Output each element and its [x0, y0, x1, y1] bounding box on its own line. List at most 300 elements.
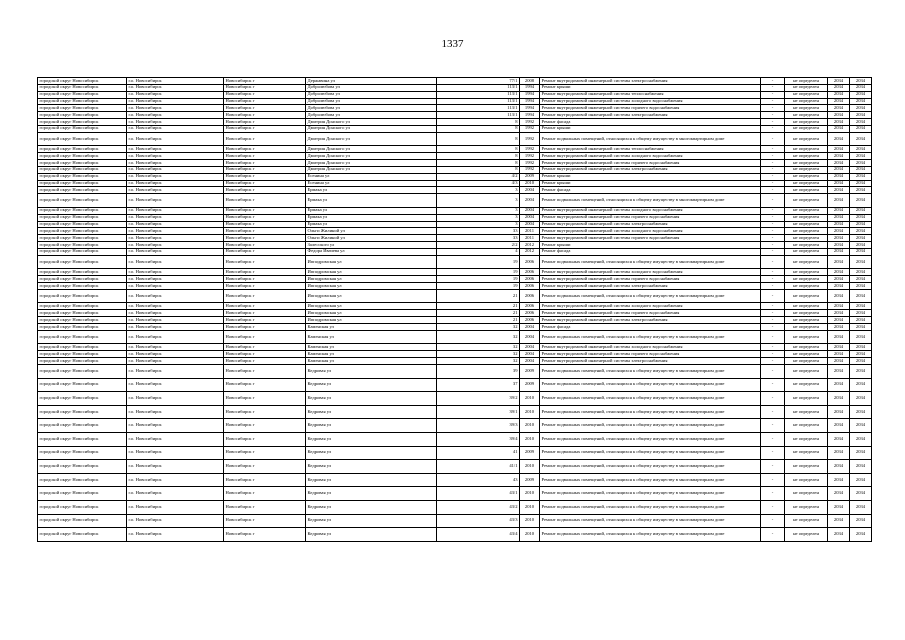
table-row — [38, 283, 872, 290]
street-cell: Кедровая ул — [306, 473, 437, 487]
table-row — [38, 160, 872, 167]
house-cell: 21 — [437, 289, 520, 303]
district-cell: городской округ Новосибирск — [38, 173, 127, 180]
district-cell: городской округ Новосибирск — [38, 112, 127, 119]
house-cell: 33 — [437, 228, 520, 235]
status-cell: не определен — [785, 160, 828, 167]
year-cell: 2004 — [520, 221, 540, 228]
district-cell: городской округ Новосибирск — [38, 132, 127, 146]
street-cell: Кедровая ул — [306, 460, 437, 474]
year-to-cell: 2034 — [850, 432, 872, 446]
house-cell: 3 — [437, 221, 520, 228]
street-cell: Каменская ул — [306, 324, 437, 331]
street-cell: Ермака ул — [306, 207, 437, 214]
locality-cell: Новосибирск г — [224, 160, 306, 167]
table-row — [38, 119, 872, 126]
table-body — [38, 78, 872, 542]
year-to-cell: 2034 — [850, 528, 872, 542]
work-cell: Ремонт подвальных помещений, относящихся к общему имуществу в многоквартирном доме — [540, 500, 761, 514]
street-cell: Ипподромская ул — [306, 269, 437, 276]
dash-cell: - — [761, 358, 785, 365]
year-from-cell: 2034 — [828, 160, 850, 167]
dash-cell: - — [761, 146, 785, 153]
year-from-cell: 2034 — [828, 358, 850, 365]
street-cell: Ипподромская ул — [306, 255, 437, 269]
settlement-cell: г.о. Новосибирск — [127, 153, 224, 160]
work-cell: Ремонт внутридомовой инженерной системы электроснабжения — [540, 317, 761, 324]
year-cell: 1992 — [520, 119, 540, 126]
settlement-cell: г.о. Новосибирск — [127, 119, 224, 126]
year-cell: 1994 — [520, 98, 540, 105]
district-cell: городской округ Новосибирск — [38, 187, 127, 194]
work-cell: Ремонт внутридомовой инженерной системы электроснабжения — [540, 78, 761, 85]
district-cell: городской округ Новосибирск — [38, 166, 127, 173]
table-row — [38, 276, 872, 283]
locality-cell: Новосибирск г — [224, 228, 306, 235]
year-to-cell: 2034 — [850, 324, 872, 331]
street-cell: Дмитрия Донского ул — [306, 160, 437, 167]
house-cell: 8 — [437, 119, 520, 126]
status-cell: не определен — [785, 228, 828, 235]
status-cell: не определен — [785, 105, 828, 112]
year-to-cell: 2034 — [850, 119, 872, 126]
dash-cell: - — [761, 514, 785, 528]
year-to-cell: 2034 — [850, 248, 872, 255]
dash-cell: - — [761, 344, 785, 351]
house-cell: 21 — [437, 317, 520, 324]
work-cell: Ремонт подвальных помещений, относящихся к общему имуществу в многоквартирном доме — [540, 330, 761, 344]
locality-cell: Новосибирск г — [224, 242, 306, 249]
year-from-cell: 2034 — [828, 473, 850, 487]
table-row — [38, 310, 872, 317]
year-from-cell: 2034 — [828, 119, 850, 126]
work-cell: Ремонт внутридомовой инженерной системы электроснабжения — [540, 283, 761, 290]
settlement-cell: г.о. Новосибирск — [127, 351, 224, 358]
street-cell: Державина ул — [306, 78, 437, 85]
table-row — [38, 105, 872, 112]
year-cell: 2009 — [520, 173, 540, 180]
year-cell: 2004 — [520, 214, 540, 221]
work-cell: Ремонт фасада — [540, 187, 761, 194]
year-to-cell: 2034 — [850, 500, 872, 514]
house-cell: 32 — [437, 330, 520, 344]
work-cell: Ремонт подвальных помещений, относящихся к общему имуществу в многоквартирном доме — [540, 132, 761, 146]
dash-cell: - — [761, 500, 785, 514]
house-cell: 39/4 — [437, 432, 520, 446]
locality-cell: Новосибирск г — [224, 303, 306, 310]
year-to-cell: 2034 — [850, 235, 872, 242]
year-cell: 2006 — [520, 289, 540, 303]
house-cell: 19 — [437, 269, 520, 276]
year-to-cell: 2034 — [850, 132, 872, 146]
work-cell: Ремонт подвальных помещений, относящихся к общему имуществу в многоквартирном доме — [540, 194, 761, 208]
table-row — [38, 248, 872, 255]
year-from-cell: 2034 — [828, 105, 850, 112]
year-from-cell: 2034 — [828, 460, 850, 474]
dash-cell: - — [761, 255, 785, 269]
district-cell: городской округ Новосибирск — [38, 98, 127, 105]
year-from-cell: 2034 — [828, 351, 850, 358]
district-cell: городской округ Новосибирск — [38, 351, 127, 358]
settlement-cell: г.о. Новосибирск — [127, 289, 224, 303]
house-cell: 4/2 — [437, 173, 520, 180]
status-cell: не определен — [785, 221, 828, 228]
work-cell: Ремонт внутридомовой инженерной системы холодного водоснабжения — [540, 228, 761, 235]
year-from-cell: 2034 — [828, 514, 850, 528]
house-cell: 19 — [437, 255, 520, 269]
year-from-cell: 2034 — [828, 283, 850, 290]
work-cell: Ремонт внутридомовой инженерной системы холодного водоснабжения — [540, 303, 761, 310]
year-to-cell: 2034 — [850, 242, 872, 249]
district-cell: городской округ Новосибирск — [38, 194, 127, 208]
settlement-cell: г.о. Новосибирск — [127, 166, 224, 173]
district-cell: городской округ Новосибирск — [38, 317, 127, 324]
year-cell: 1992 — [520, 166, 540, 173]
house-cell: 4/3 — [437, 180, 520, 187]
district-cell: городской округ Новосибирск — [38, 221, 127, 228]
year-to-cell: 2034 — [850, 330, 872, 344]
year-from-cell: 2034 — [828, 214, 850, 221]
dash-cell: - — [761, 330, 785, 344]
year-from-cell: 2034 — [828, 125, 850, 132]
dash-cell: - — [761, 378, 785, 392]
street-cell: Ипподромская ул — [306, 310, 437, 317]
locality-cell: Новосибирск г — [224, 378, 306, 392]
locality-cell: Новосибирск г — [224, 166, 306, 173]
settlement-cell: г.о. Новосибирск — [127, 460, 224, 474]
work-cell: Ремонт внутридомовой инженерной системы холодного водоснабжения — [540, 344, 761, 351]
year-to-cell: 2034 — [850, 419, 872, 433]
year-from-cell: 2034 — [828, 330, 850, 344]
year-to-cell: 2034 — [850, 378, 872, 392]
settlement-cell: г.о. Новосибирск — [127, 98, 224, 105]
year-from-cell: 2034 — [828, 91, 850, 98]
year-cell: 2010 — [520, 528, 540, 542]
district-cell: городской округ Новосибирск — [38, 344, 127, 351]
year-cell: 2010 — [520, 405, 540, 419]
settlement-cell: г.о. Новосибирск — [127, 242, 224, 249]
district-cell: городской округ Новосибирск — [38, 91, 127, 98]
year-cell: 1992 — [520, 125, 540, 132]
settlement-cell: г.о. Новосибирск — [127, 378, 224, 392]
table-row — [38, 317, 872, 324]
status-cell: не определен — [785, 317, 828, 324]
year-cell: 2006 — [520, 317, 540, 324]
street-cell: Ермака ул — [306, 194, 437, 208]
table-row — [38, 78, 872, 85]
status-cell: не определен — [785, 283, 828, 290]
locality-cell: Новосибирск г — [224, 153, 306, 160]
year-cell: 2004 — [520, 344, 540, 351]
year-from-cell: 2034 — [828, 166, 850, 173]
district-cell: городской округ Новосибирск — [38, 487, 127, 501]
settlement-cell: г.о. Новосибирск — [127, 358, 224, 365]
settlement-cell: г.о. Новосибирск — [127, 269, 224, 276]
year-to-cell: 2034 — [850, 221, 872, 228]
year-from-cell: 2034 — [828, 98, 850, 105]
year-cell: 2006 — [520, 283, 540, 290]
table-row — [38, 228, 872, 235]
work-cell: Ремонт крыши — [540, 180, 761, 187]
status-cell: не определен — [785, 84, 828, 91]
year-cell: 1994 — [520, 105, 540, 112]
settlement-cell: г.о. Новосибирск — [127, 84, 224, 91]
table-row — [38, 303, 872, 310]
dash-cell: - — [761, 78, 785, 85]
year-from-cell: 2034 — [828, 228, 850, 235]
year-from-cell: 2034 — [828, 84, 850, 91]
locality-cell: Новосибирск г — [224, 84, 306, 91]
district-cell: городской округ Новосибирск — [38, 248, 127, 255]
street-cell: Кедровая ул — [306, 405, 437, 419]
locality-cell: Новосибирск г — [224, 405, 306, 419]
year-cell: 1992 — [520, 153, 540, 160]
house-cell: 8 — [437, 160, 520, 167]
year-cell: 2011 — [520, 228, 540, 235]
district-cell: городской округ Новосибирск — [38, 446, 127, 460]
table-row — [38, 255, 872, 269]
year-from-cell: 2034 — [828, 248, 850, 255]
street-cell: Дмитрия Донского ул — [306, 166, 437, 173]
year-cell: 2006 — [520, 310, 540, 317]
house-cell: 32 — [437, 324, 520, 331]
year-to-cell: 2034 — [850, 364, 872, 378]
status-cell: не определен — [785, 351, 828, 358]
district-cell: городской округ Новосибирск — [38, 235, 127, 242]
year-from-cell: 2034 — [828, 500, 850, 514]
status-cell: не определен — [785, 269, 828, 276]
year-to-cell: 2034 — [850, 112, 872, 119]
settlement-cell: г.о. Новосибирск — [127, 364, 224, 378]
status-cell: не определен — [785, 276, 828, 283]
year-cell: 2010 — [520, 487, 540, 501]
dash-cell: - — [761, 105, 785, 112]
status-cell: не определен — [785, 119, 828, 126]
locality-cell: Новосибирск г — [224, 235, 306, 242]
year-to-cell: 2034 — [850, 310, 872, 317]
status-cell: не определен — [785, 146, 828, 153]
dash-cell: - — [761, 91, 785, 98]
status-cell: не определен — [785, 473, 828, 487]
district-cell: городской округ Новосибирск — [38, 276, 127, 283]
locality-cell: Новосибирск г — [224, 119, 306, 126]
district-cell: городской округ Новосибирск — [38, 405, 127, 419]
street-cell: Есенина ул — [306, 180, 437, 187]
street-cell: Ипподромская ул — [306, 303, 437, 310]
table-row — [38, 324, 872, 331]
street-cell: Ольги Жилиной ул — [306, 228, 437, 235]
year-from-cell: 2034 — [828, 221, 850, 228]
district-cell: городской округ Новосибирск — [38, 324, 127, 331]
settlement-cell: г.о. Новосибирск — [127, 160, 224, 167]
district-cell: городской округ Новосибирск — [38, 432, 127, 446]
street-cell: Кедровая ул — [306, 419, 437, 433]
dash-cell: - — [761, 125, 785, 132]
table-row — [38, 269, 872, 276]
district-cell: городской округ Новосибирск — [38, 310, 127, 317]
dash-cell: - — [761, 405, 785, 419]
house-cell: 39/1 — [437, 405, 520, 419]
house-cell: 21 — [437, 303, 520, 310]
house-cell: 32 — [437, 351, 520, 358]
locality-cell: Новосибирск г — [224, 276, 306, 283]
year-from-cell: 2034 — [828, 194, 850, 208]
street-cell: Дмитрия Донского ул — [306, 125, 437, 132]
locality-cell: Новосибирск г — [224, 98, 306, 105]
work-cell: Ремонт подвальных помещений, относящихся к общему имуществу в многоквартирном доме — [540, 487, 761, 501]
settlement-cell: г.о. Новосибирск — [127, 528, 224, 542]
status-cell: не определен — [785, 303, 828, 310]
street-cell: Дмитрия Донского ул — [306, 146, 437, 153]
year-cell: 2010 — [520, 432, 540, 446]
status-cell: не определен — [785, 419, 828, 433]
work-cell: Ремонт внутридомовой инженерной системы электроснабжения — [540, 358, 761, 365]
year-from-cell: 2034 — [828, 432, 850, 446]
house-cell: 39/3 — [437, 419, 520, 433]
settlement-cell: г.о. Новосибирск — [127, 207, 224, 214]
street-cell: Кедровая ул — [306, 514, 437, 528]
work-cell: Ремонт внутридомовой инженерной системы горячего водоснабжения — [540, 214, 761, 221]
house-cell: 41 — [437, 446, 520, 460]
year-cell: 2010 — [520, 514, 540, 528]
year-to-cell: 2034 — [850, 194, 872, 208]
year-from-cell: 2034 — [828, 392, 850, 406]
year-from-cell: 2034 — [828, 446, 850, 460]
status-cell: не определен — [785, 187, 828, 194]
year-to-cell: 2034 — [850, 228, 872, 235]
status-cell: не определен — [785, 166, 828, 173]
locality-cell: Новосибирск г — [224, 214, 306, 221]
year-from-cell: 2034 — [828, 317, 850, 324]
dash-cell: - — [761, 487, 785, 501]
table-row — [38, 330, 872, 344]
locality-cell: Новосибирск г — [224, 255, 306, 269]
district-cell: городской округ Новосибирск — [38, 303, 127, 310]
table-row — [38, 125, 872, 132]
settlement-cell: г.о. Новосибирск — [127, 180, 224, 187]
dash-cell: - — [761, 248, 785, 255]
locality-cell: Новосибирск г — [224, 194, 306, 208]
dash-cell: - — [761, 194, 785, 208]
year-cell: 2010 — [520, 180, 540, 187]
year-from-cell: 2034 — [828, 207, 850, 214]
status-cell: не определен — [785, 289, 828, 303]
year-from-cell: 2034 — [828, 146, 850, 153]
district-cell: городской округ Новосибирск — [38, 392, 127, 406]
year-cell: 2006 — [520, 269, 540, 276]
work-cell: Ремонт крыши — [540, 173, 761, 180]
house-cell: 37 — [437, 378, 520, 392]
status-cell: не определен — [785, 91, 828, 98]
year-to-cell: 2034 — [850, 78, 872, 85]
house-cell: 43/3 — [437, 514, 520, 528]
year-to-cell: 2034 — [850, 125, 872, 132]
street-cell: Кедровая ул — [306, 364, 437, 378]
dash-cell: - — [761, 392, 785, 406]
district-cell: городской округ Новосибирск — [38, 358, 127, 365]
street-cell: Ипподромская ул — [306, 289, 437, 303]
table-row — [38, 194, 872, 208]
house-cell: 32 — [437, 344, 520, 351]
dash-cell: - — [761, 173, 785, 180]
table-row — [38, 207, 872, 214]
work-cell: Ремонт подвальных помещений, относящихся к общему имуществу в многоквартирном доме — [540, 289, 761, 303]
house-cell: 43/1 — [437, 487, 520, 501]
work-cell: Ремонт подвальных помещений, относящихся к общему имуществу в многоквартирном доме — [540, 446, 761, 460]
street-cell: Ипподромская ул — [306, 317, 437, 324]
locality-cell: Новосибирск г — [224, 473, 306, 487]
settlement-cell: г.о. Новосибирск — [127, 125, 224, 132]
year-cell: 1992 — [520, 160, 540, 167]
year-to-cell: 2034 — [850, 153, 872, 160]
house-cell: 77/1 — [437, 78, 520, 85]
year-from-cell: 2034 — [828, 180, 850, 187]
locality-cell: Новосибирск г — [224, 78, 306, 85]
street-cell: Добролюбова ул — [306, 105, 437, 112]
year-cell: 2010 — [520, 460, 540, 474]
status-cell: не определен — [785, 153, 828, 160]
dash-cell: - — [761, 112, 785, 119]
work-cell: Ремонт внутридомовой инженерной системы электроснабжения — [540, 112, 761, 119]
work-cell: Ремонт внутридомовой инженерной системы горячего водоснабжения — [540, 351, 761, 358]
settlement-cell: г.о. Новосибирск — [127, 105, 224, 112]
dash-cell: - — [761, 221, 785, 228]
year-cell: 2004 — [520, 324, 540, 331]
status-cell: не определен — [785, 310, 828, 317]
status-cell: не определен — [785, 132, 828, 146]
house-cell: 19 — [437, 276, 520, 283]
street-cell: Кедровая ул — [306, 528, 437, 542]
year-to-cell: 2034 — [850, 514, 872, 528]
street-cell: Есенина ул — [306, 173, 437, 180]
district-cell: городской округ Новосибирск — [38, 78, 127, 85]
locality-cell: Новосибирск г — [224, 351, 306, 358]
work-cell: Ремонт внутридомовой инженерной системы теплоснабжения — [540, 146, 761, 153]
house-cell: 33 — [437, 235, 520, 242]
table-row — [38, 364, 872, 378]
locality-cell: Новосибирск г — [224, 432, 306, 446]
work-cell: Ремонт крыши — [540, 242, 761, 249]
work-cell: Ремонт внутридомовой инженерной системы горячего водоснабжения — [540, 105, 761, 112]
house-cell: 113/1 — [437, 112, 520, 119]
status-cell: не определен — [785, 324, 828, 331]
settlement-cell: г.о. Новосибирск — [127, 228, 224, 235]
locality-cell: Новосибирск г — [224, 248, 306, 255]
house-cell: 43 — [437, 473, 520, 487]
dash-cell: - — [761, 317, 785, 324]
work-cell: Ремонт фасада — [540, 248, 761, 255]
dash-cell: - — [761, 269, 785, 276]
status-cell: не определен — [785, 207, 828, 214]
settlement-cell: г.о. Новосибирск — [127, 187, 224, 194]
table-row — [38, 358, 872, 365]
table-row — [38, 84, 872, 91]
work-cell: Ремонт внутридомовой инженерной системы горячего водоснабжения — [540, 160, 761, 167]
status-cell: не определен — [785, 173, 828, 180]
district-cell: городской округ Новосибирск — [38, 500, 127, 514]
district-cell: городской округ Новосибирск — [38, 119, 127, 126]
table-row — [38, 221, 872, 228]
year-to-cell: 2034 — [850, 160, 872, 167]
dash-cell: - — [761, 132, 785, 146]
year-to-cell: 2034 — [850, 289, 872, 303]
year-cell: 2004 — [520, 358, 540, 365]
street-cell: Ермака ул — [306, 187, 437, 194]
status-cell: не определен — [785, 432, 828, 446]
locality-cell: Новосибирск г — [224, 180, 306, 187]
district-cell: городской округ Новосибирск — [38, 207, 127, 214]
year-to-cell: 2034 — [850, 173, 872, 180]
